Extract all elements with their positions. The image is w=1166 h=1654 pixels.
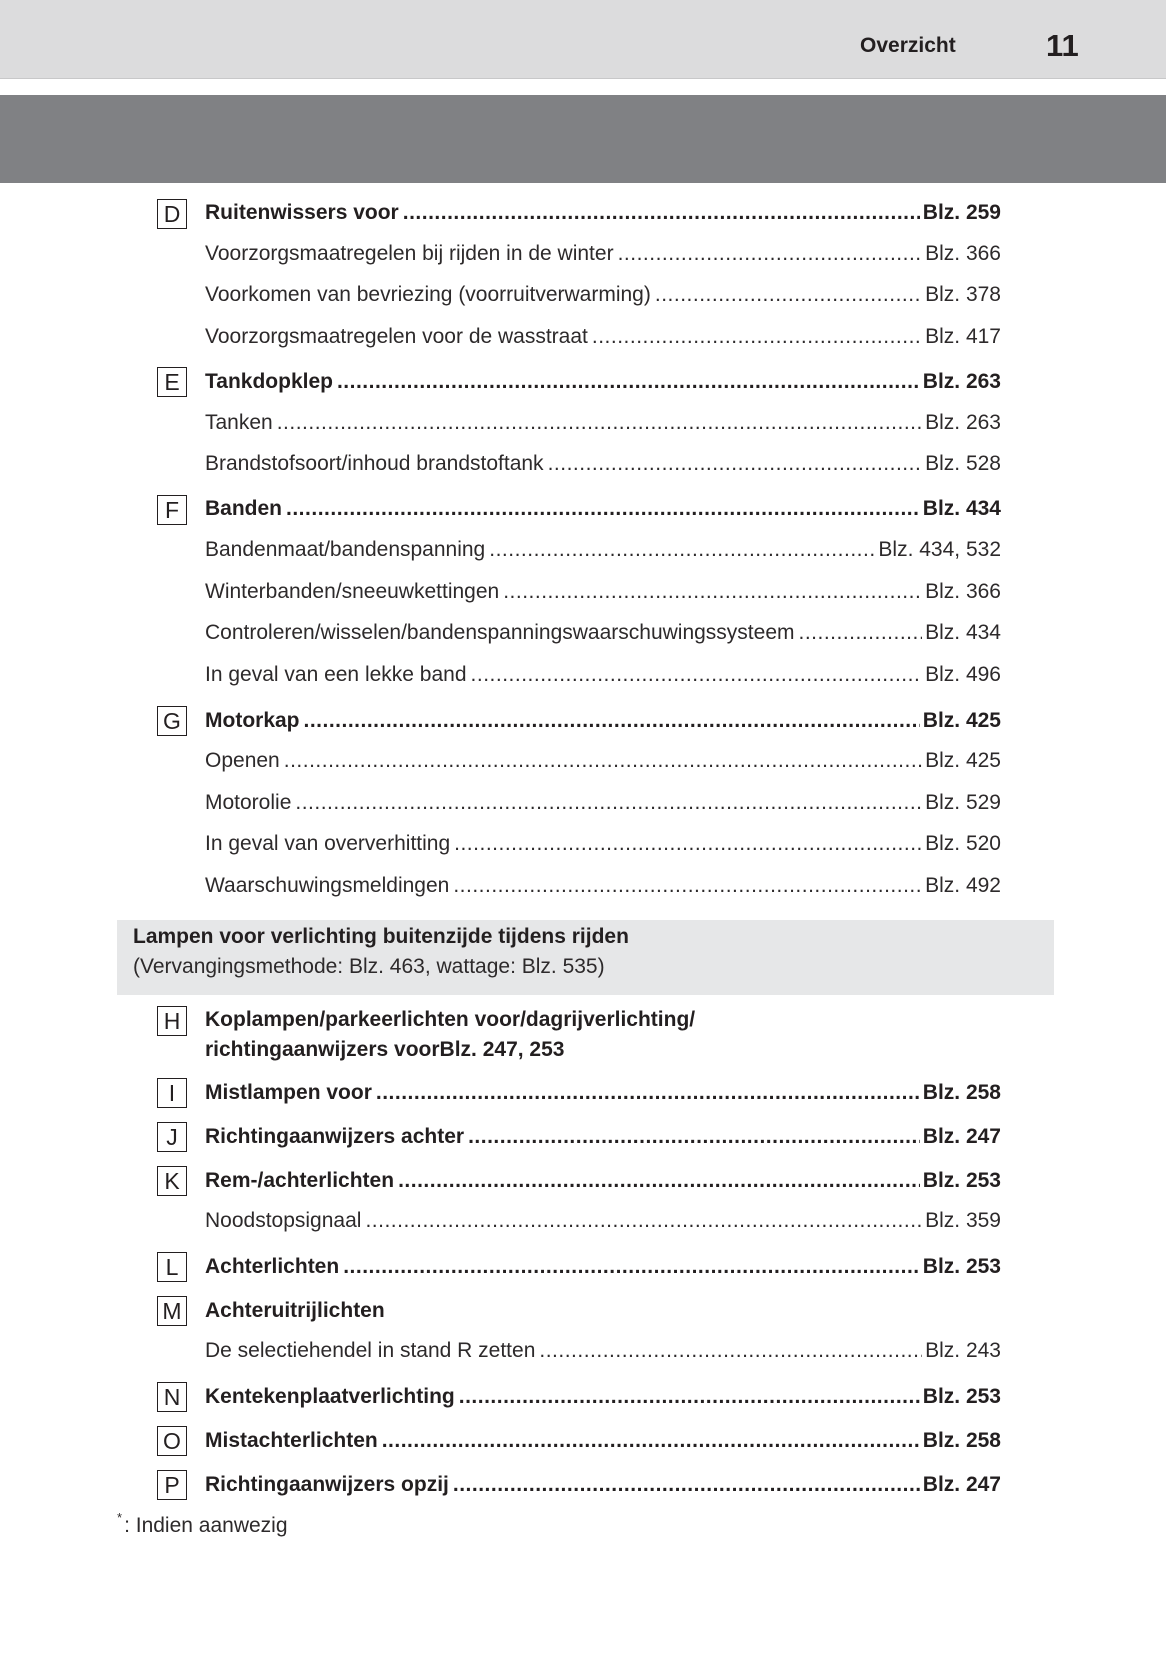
leader-dots xyxy=(284,748,922,774)
banner-title: Lampen voor verlichting buitenzijde tijdens rijden xyxy=(133,925,629,948)
letter-o-box: O xyxy=(157,1426,187,1456)
leader-dots xyxy=(489,537,875,563)
entry-page: Blz. 253 xyxy=(922,1255,1001,1278)
entry-title: In geval van oververhitting xyxy=(205,832,451,855)
footnote xyxy=(117,1510,288,1538)
leader-dots xyxy=(453,1472,920,1498)
leader-dots xyxy=(655,282,922,308)
entry-page: Blz. 243 xyxy=(925,1339,1001,1362)
entry-title: Waarschuwingsmeldingen xyxy=(205,874,450,897)
sub-entry[interactable] xyxy=(205,282,1001,308)
entry-front-fog[interactable] xyxy=(205,1080,1001,1106)
leader-dots xyxy=(365,1208,922,1234)
entry-title: Bandenmaat/bandenspanning xyxy=(205,538,486,561)
sub-entry[interactable] xyxy=(205,873,1001,899)
entry-page: Blz. 359 xyxy=(925,1209,1001,1232)
entry-page: Blz. 520 xyxy=(925,832,1001,855)
leader-dots xyxy=(376,1080,920,1106)
letter-i-box: I xyxy=(157,1078,187,1108)
entry-title: Richtingaanwijzers achter xyxy=(205,1125,465,1148)
entry-page: Blz. 259 xyxy=(922,201,1001,224)
entry-side-indicators[interactable] xyxy=(205,1472,1001,1498)
entry-page: Blz. 253 xyxy=(922,1169,1001,1192)
entry-title: Tanken xyxy=(205,411,273,434)
letter-e-box: E xyxy=(157,367,187,397)
entry-page: Blz. 425 xyxy=(922,709,1001,732)
entry-page: Blz. 263 xyxy=(922,370,1001,393)
entry-title-line1: Koplampen/parkeerlichten voor/dagrijverlichting/ xyxy=(205,1008,696,1031)
entry-title: Voorzorgsmaatregelen voor de wasstraat xyxy=(205,325,588,348)
letter-n-box: N xyxy=(157,1382,187,1412)
sub-entry[interactable] xyxy=(205,410,1001,436)
entry-tyres[interactable] xyxy=(205,496,1001,522)
entry-tail-lights[interactable] xyxy=(205,1254,1001,1280)
header-bar xyxy=(0,0,1166,79)
leader-dots xyxy=(454,831,922,857)
entry-page: Blz. 366 xyxy=(925,242,1001,265)
entry-title: Kentekenplaatverlichting xyxy=(205,1385,455,1408)
entry-page: Blz. 425 xyxy=(925,749,1001,772)
entry-title: Winterbanden/sneeuwkettingen xyxy=(205,580,500,603)
entry-title: Mistachterlichten xyxy=(205,1429,378,1452)
entry-brake-lights[interactable] xyxy=(205,1168,1001,1194)
sub-entry[interactable] xyxy=(205,790,1001,816)
leader-dots xyxy=(453,873,922,899)
entry-plate-light[interactable] xyxy=(205,1384,1001,1410)
leader-dots xyxy=(618,241,923,267)
letter-m-box: M xyxy=(157,1296,187,1326)
entry-rear-indicators[interactable] xyxy=(205,1124,1001,1150)
entry-title: Tankdopklep xyxy=(205,370,333,393)
entry-title: Voorzorgsmaatregelen bij rijden in de winter xyxy=(205,242,614,265)
entry-title: Ruitenwissers voor xyxy=(205,201,399,224)
leader-dots xyxy=(398,1168,920,1194)
entry-headlights[interactable] xyxy=(205,1005,1001,1065)
footnote-text: : Indien aanwezig xyxy=(124,1514,288,1537)
page-number: 11 xyxy=(1046,28,1079,63)
entry-page: Blz. 247 xyxy=(922,1125,1001,1148)
leader-dots xyxy=(277,410,922,436)
entry-reverse-lights[interactable] xyxy=(205,1298,1001,1324)
letter-h-box: H xyxy=(157,1006,187,1036)
entry-title: Banden xyxy=(205,497,283,520)
sub-entry[interactable] xyxy=(205,1208,1001,1234)
entry-page: Blz. 258 xyxy=(922,1429,1001,1452)
entry-title: Openen xyxy=(205,749,280,772)
sub-entry[interactable] xyxy=(205,831,1001,857)
leader-dots xyxy=(459,1384,920,1410)
leader-dots xyxy=(295,790,922,816)
entry-page: Blz. 492 xyxy=(925,874,1001,897)
entry-title: Brandstofsoort/inhoud brandstoftank xyxy=(205,452,544,475)
entry-title: Achteruitrijlichten xyxy=(205,1299,385,1322)
sub-entry[interactable] xyxy=(205,241,1001,267)
entry-fuel-door[interactable] xyxy=(205,369,1001,395)
leader-dots xyxy=(539,1338,922,1364)
entry-page: Blz. 496 xyxy=(925,663,1001,686)
entry-title: Mistlampen voor xyxy=(205,1081,372,1104)
leader-dots xyxy=(286,496,920,522)
sub-entry[interactable] xyxy=(205,324,1001,350)
entry-wipers[interactable] xyxy=(205,200,1001,226)
letter-j-box: J xyxy=(157,1122,187,1152)
sub-entry[interactable] xyxy=(205,620,1001,646)
entry-title: Controleren/wisselen/bandenspanningswaarschuwingssysteem xyxy=(205,621,795,644)
letter-l-box: L xyxy=(157,1252,187,1282)
entry-title-line2: richtingaanwijzers voorBlz. 247, 253 xyxy=(205,1038,565,1061)
leader-dots xyxy=(799,620,923,646)
entry-title: De selectiehendel in stand R zetten xyxy=(205,1339,536,1362)
entry-page: Blz. 434 xyxy=(925,621,1001,644)
leader-dots xyxy=(548,451,923,477)
entry-page: Blz. 417 xyxy=(925,325,1001,348)
footnote-mark: * xyxy=(117,1510,123,1525)
entry-title: Voorkomen van bevriezing (voorruitverwarming) xyxy=(205,283,651,306)
entry-page: Blz. 366 xyxy=(925,580,1001,603)
entry-page: Blz. 378 xyxy=(925,283,1001,306)
sub-entry[interactable] xyxy=(205,537,1001,563)
entry-page: Blz. 434 xyxy=(922,497,1001,520)
leader-dots xyxy=(468,1124,920,1150)
leader-dots xyxy=(343,1254,920,1280)
banner-subtitle: (Vervangingsmethode: Blz. 463, wattage: Blz. 535) xyxy=(133,955,605,978)
entry-title: Achterlichten xyxy=(205,1255,340,1278)
entry-title: Richtingaanwijzers opzij xyxy=(205,1473,449,1496)
sub-entry[interactable] xyxy=(205,748,1001,774)
sub-entry[interactable] xyxy=(205,662,1001,688)
entry-page: Blz. 253 xyxy=(922,1385,1001,1408)
entry-page: Blz. 258 xyxy=(922,1081,1001,1104)
entry-page: Blz. 263 xyxy=(925,411,1001,434)
entry-title: Rem-/achterlichten xyxy=(205,1169,395,1192)
sub-entry[interactable] xyxy=(205,579,1001,605)
entry-page: Blz. 528 xyxy=(925,452,1001,475)
leader-dots xyxy=(304,708,920,734)
entry-title: Motorolie xyxy=(205,791,292,814)
letter-g-box: G xyxy=(157,706,187,736)
leader-dots xyxy=(403,200,920,226)
entry-rear-fog[interactable] xyxy=(205,1428,1001,1454)
entry-title: In geval van een lekke band xyxy=(205,663,467,686)
letter-d-box: D xyxy=(157,199,187,229)
entry-page: Blz. 434, 532 xyxy=(878,538,1001,561)
section-title: Overzicht xyxy=(860,34,956,57)
header-band xyxy=(0,95,1166,183)
entry-title: Motorkap xyxy=(205,709,300,732)
leader-dots xyxy=(471,662,923,688)
leader-dots xyxy=(382,1428,920,1454)
entry-page: Blz. 529 xyxy=(925,791,1001,814)
leader-dots xyxy=(592,324,922,350)
letter-f-box: F xyxy=(157,495,187,525)
entry-bonnet[interactable] xyxy=(205,708,1001,734)
sub-entry[interactable] xyxy=(205,451,1001,477)
entry-page: Blz. 247 xyxy=(922,1473,1001,1496)
leader-dots xyxy=(503,579,922,605)
letter-p-box: P xyxy=(157,1470,187,1500)
entry-title: Noodstopsignaal xyxy=(205,1209,362,1232)
letter-k-box: K xyxy=(157,1166,187,1196)
leader-dots xyxy=(337,369,920,395)
sub-entry[interactable] xyxy=(205,1338,1001,1364)
